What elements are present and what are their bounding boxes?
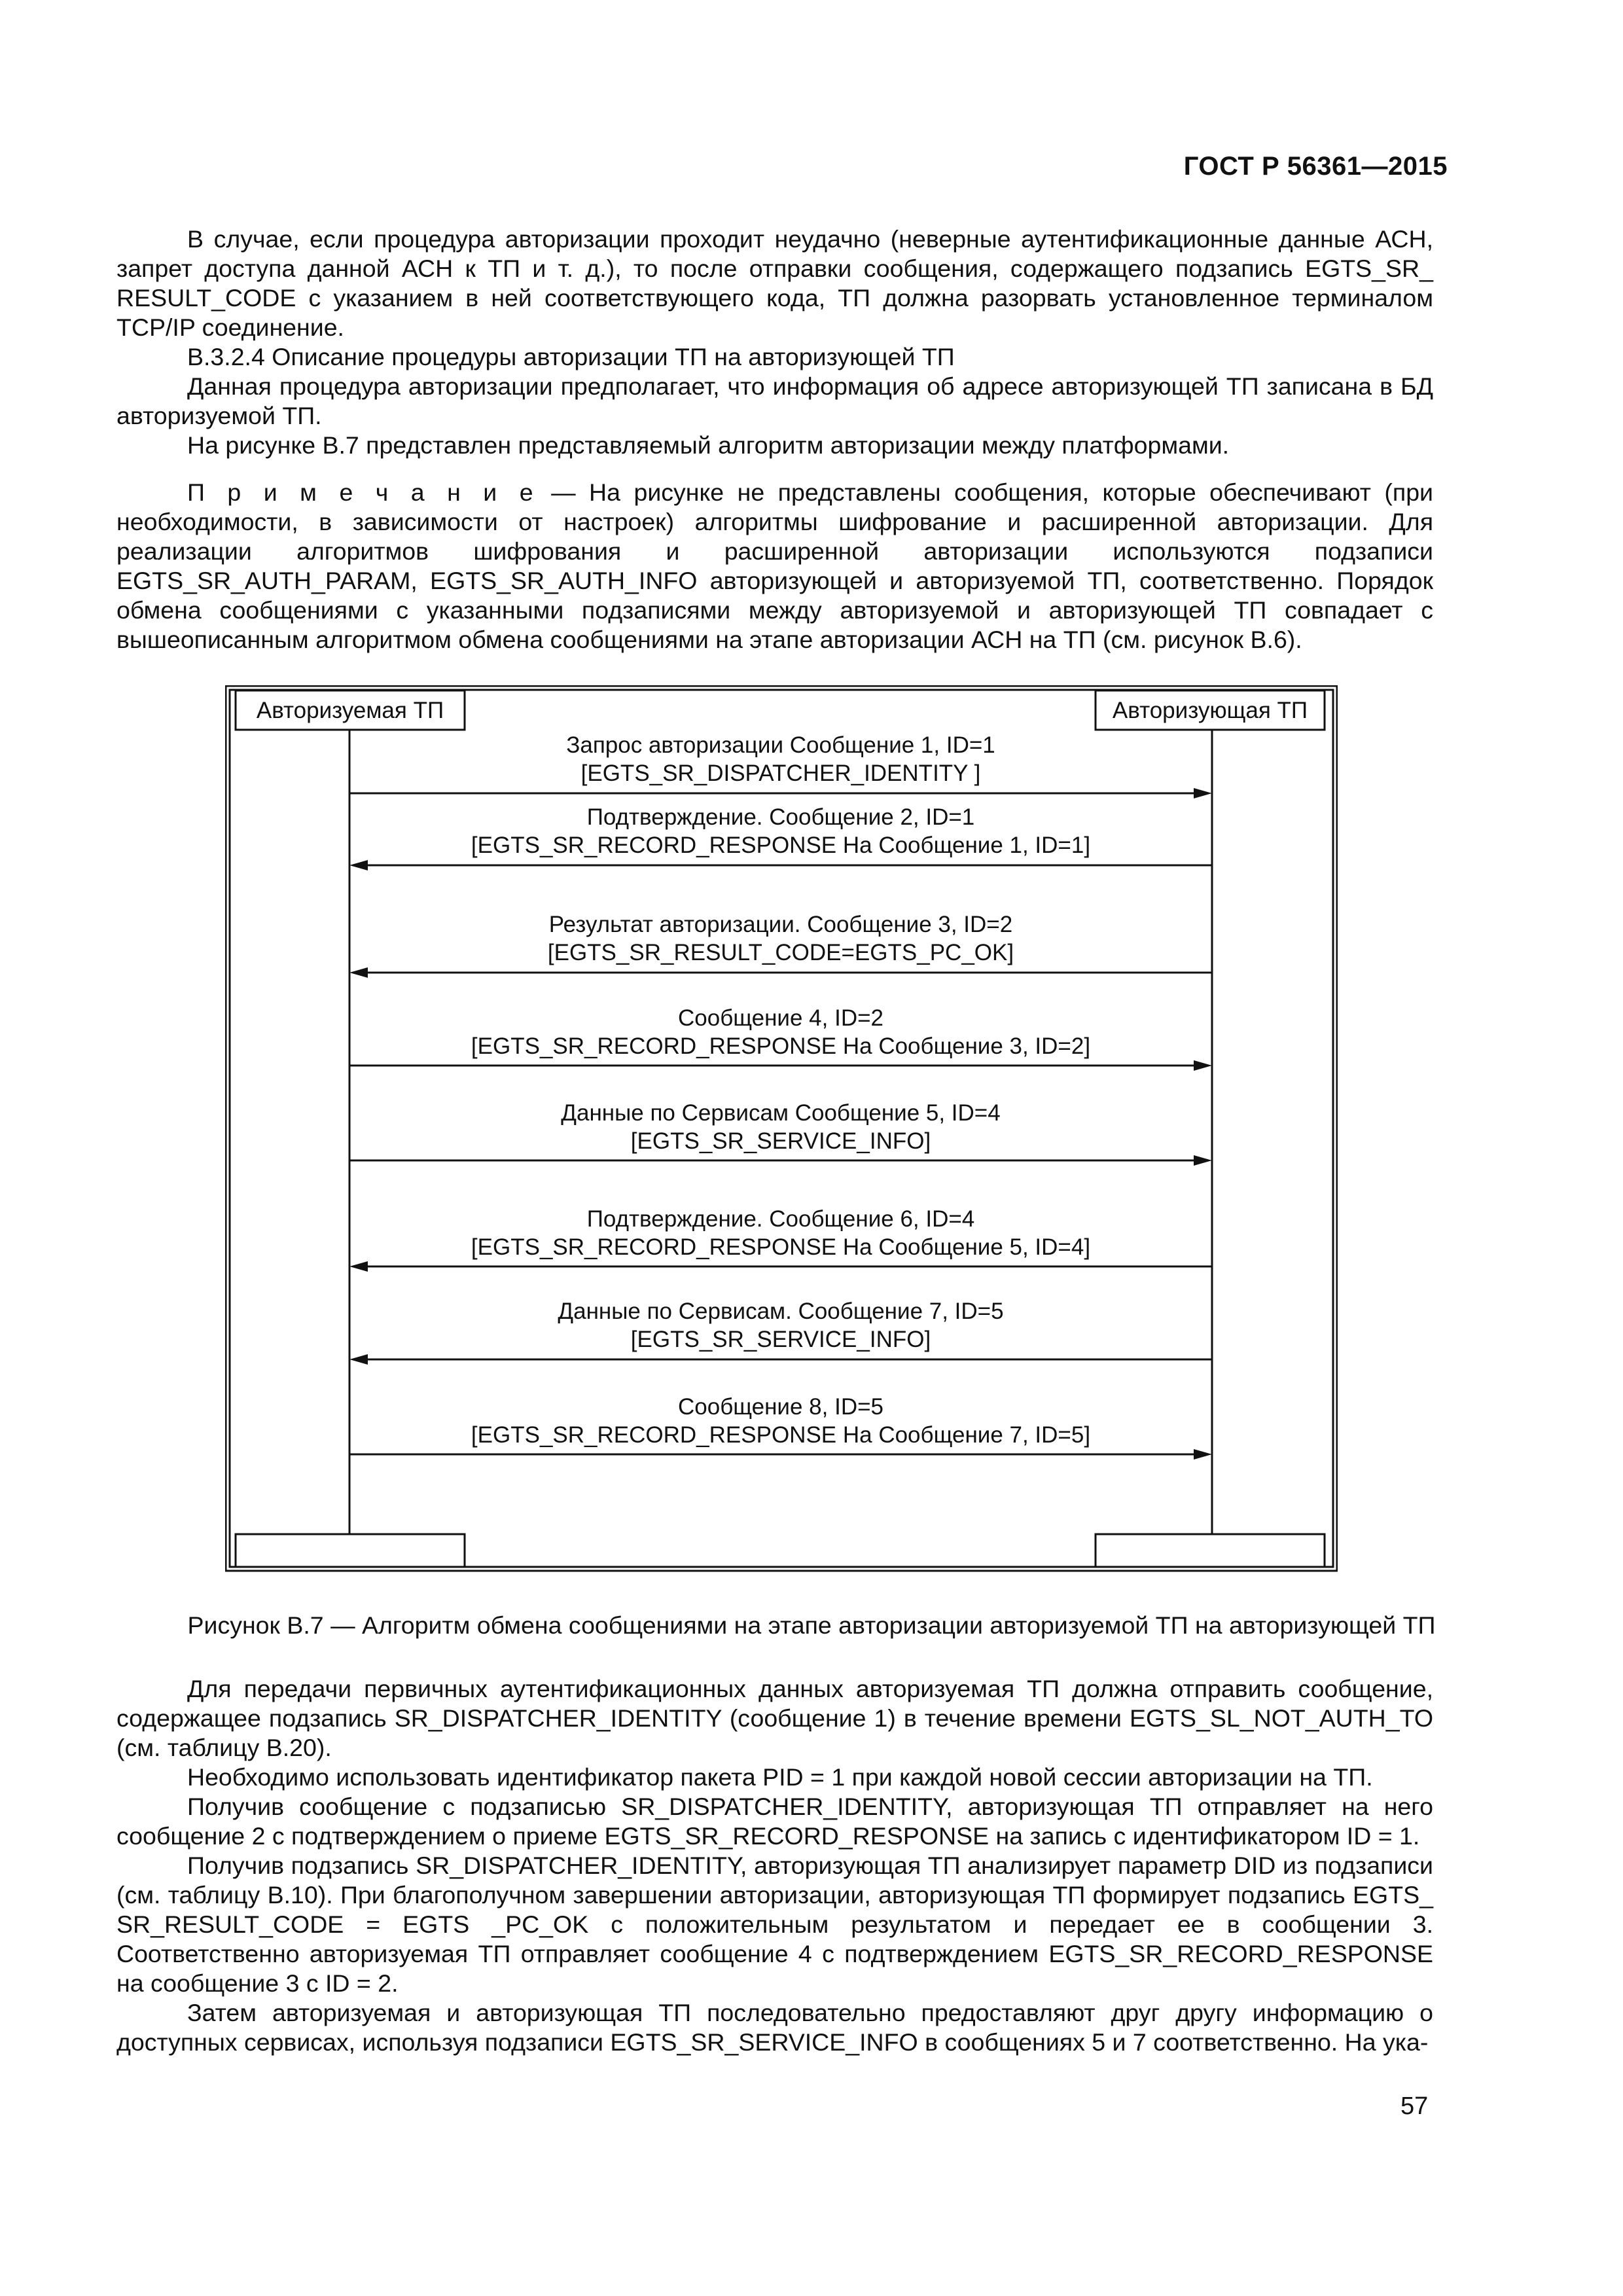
sequence-diagram-svg: [225, 685, 1338, 1572]
message-subrecord: [EGTS_SR_RECORD_RESPONSE На Сообщение 7, ID=5]: [471, 1422, 1091, 1448]
arrowhead-right: [1194, 1449, 1212, 1460]
message-subrecord: [EGTS_SR_SERVICE_INFO]: [630, 1128, 931, 1154]
arrowhead-right: [1194, 1155, 1212, 1166]
message-5: [349, 1100, 1212, 1166]
section-heading: В.3.2.4 Описание процедуры авторизации ТП на авторизующей ТП: [187, 343, 955, 370]
note-label: П р и м е ч а н и е: [187, 478, 538, 506]
message-label: Сообщение 4, ID=2: [677, 1005, 884, 1031]
message-label: Сообщение 8, ID=5: [677, 1394, 884, 1420]
arrowhead-left: [349, 967, 368, 978]
arrowhead-right: [1194, 788, 1212, 798]
message-label: Результат авторизации. Сообщение 3, ID=2: [548, 912, 1013, 937]
arrowhead-left: [349, 860, 368, 870]
arrowhead-left: [349, 1261, 368, 1272]
arrowhead-left: [349, 1354, 368, 1365]
message-4: [349, 1005, 1212, 1071]
message-label: Данные по Сервисам Сообщение 5, ID=4: [561, 1100, 1001, 1126]
message-2: [349, 804, 1212, 870]
note-block: [116, 478, 1433, 655]
message-1: [349, 732, 1212, 798]
message-6: [349, 1206, 1212, 1272]
paragraph: Получив сообщение с подзаписью SR_DISPATCHER_IDENTITY, авторизующая ТП отправляет на него сообщение 2 с подтверждением о приеме EGTS_SR_RECORD_RESPONSE на запись с идентификатором ID = 1.: [116, 1793, 1433, 1850]
left-actor-label: Авторизуемая ТП: [256, 698, 444, 723]
note-text: — На рисунке не представлены сообщения, которые обеспечивают (при необходимости, в зависимости от настроек) алгоритмы шифрование и расширенной авторизации. Для реализации алгоритмов шифрования и расширенной авторизации используются подзаписи EGTS_SR_AUTH_PARAM, EGTS_SR_AUTH_INFO авторизующей и авторизуемой ТП, соответственно. Порядок обмена сообщениями с указанными подзаписями между авторизуемой и авторизующей ТП совпадает с вышеописанным алгоритмом обмена сообщениями на этапе авторизации АСН на ТП (см. рисунок В.6).: [116, 478, 1433, 653]
left-actor-footer: [236, 1534, 465, 1567]
standard-header: ГОСТ Р 56361—2015: [1183, 152, 1448, 181]
paragraph: В случае, если процедура авторизации проходит неудачно (неверные аутентификационные данные АСН, запрет доступа данной АСН к ТП и т. д.), то после отправки сообщения, содержащего подзапись EGTS_SR_ RESULT_CODE с указанием в ней соответствующего кода, ТП должна разорвать установленное терминалом TCP/IP соединение.: [116, 225, 1433, 341]
paragraph: На рисунке В.7 представлен представляемый алгоритм авторизации между платформами.: [187, 431, 1230, 459]
paragraph: Необходимо использовать идентификатор пакета PID = 1 при каждой новой сессии авторизации на ТП.: [187, 1763, 1373, 1791]
message-8: [349, 1394, 1212, 1460]
right-actor-footer: [1096, 1534, 1325, 1567]
page-number: 57: [1400, 2092, 1429, 2120]
message-subrecord: [EGTS_SR_RECORD_RESPONSE На Сообщение 3, ID=2]: [471, 1033, 1091, 1059]
paragraph: Затем авторизуемая и авторизующая ТП последовательно предоставляют друг другу информацию о доступных сервисах, используя подзаписи EGTS_SR_SERVICE_INFO в сообщениях 5 и 7 соответственно. На ука-: [116, 1999, 1433, 2056]
message-subrecord: [EGTS_SR_RESULT_CODE=EGTS_PC_OK]: [547, 940, 1014, 965]
right-actor-label: Авторизующая ТП: [1112, 698, 1308, 723]
note-paragraph: [116, 478, 1433, 655]
message-subrecord: [EGTS_SR_RECORD_RESPONSE На Сообщение 5, ID=4]: [471, 1234, 1091, 1260]
message-subrecord: [EGTS_SR_RECORD_RESPONSE На Сообщение 1, ID=1]: [471, 833, 1091, 858]
sequence-diagram: [225, 685, 1338, 1572]
message-label: Подтверждение. Сообщение 2, ID=1: [586, 804, 975, 830]
paragraph: Получив подзапись SR_DISPATCHER_IDENTITY, авторизующая ТП анализирует параметр DID из подзаписи (см. таблицу В.10). При благополучном завершении авторизации, авторизующая ТП формирует подзапись EGTS_ SR_RESULT_CODE = EGTS _PC_OK с положительным результатом и передает ее в сообщении 3. Соответственно авторизуемая ТП отправляет сообщение 4 с подтверждением EGTS_SR_RECORD_RESPONSE на сообщение 3 с ID = 2.: [116, 1852, 1433, 1997]
message-3: [349, 912, 1212, 978]
message-label: Подтверждение. Сообщение 6, ID=4: [586, 1206, 975, 1232]
intro-text: [116, 224, 1433, 460]
message-subrecord: [EGTS_SR_SERVICE_INFO]: [630, 1327, 931, 1352]
figure-caption: Рисунок В.7 — Алгоритм обмена сообщениями на этапе авторизации авторизуемой ТП на авторизующей ТП: [187, 1611, 1436, 1639]
message-subrecord: [EGTS_SR_DISPATCHER_IDENTITY ]: [580, 761, 981, 786]
message-label: Запрос авторизации Сообщение 1, ID=1: [566, 732, 995, 758]
paragraph: Для передачи первичных аутентификационных данных авторизуемая ТП должна отправить сообщение, содержащее подзапись SR_DISPATCHER_IDENTITY (сообщение 1) в течение времени EGTS_SL_NOT_AUTH_TO (см. таблицу В.20).: [116, 1675, 1433, 1761]
arrowhead-right: [1194, 1060, 1212, 1071]
message-7: [349, 1299, 1212, 1365]
body-text: [116, 1674, 1433, 2057]
paragraph: Данная процедура авторизации предполагает, что информация об адресе авторизующей ТП записана в БД авторизуемой ТП.: [116, 372, 1433, 429]
message-label: Данные по Сервисам. Сообщение 7, ID=5: [558, 1299, 1004, 1324]
